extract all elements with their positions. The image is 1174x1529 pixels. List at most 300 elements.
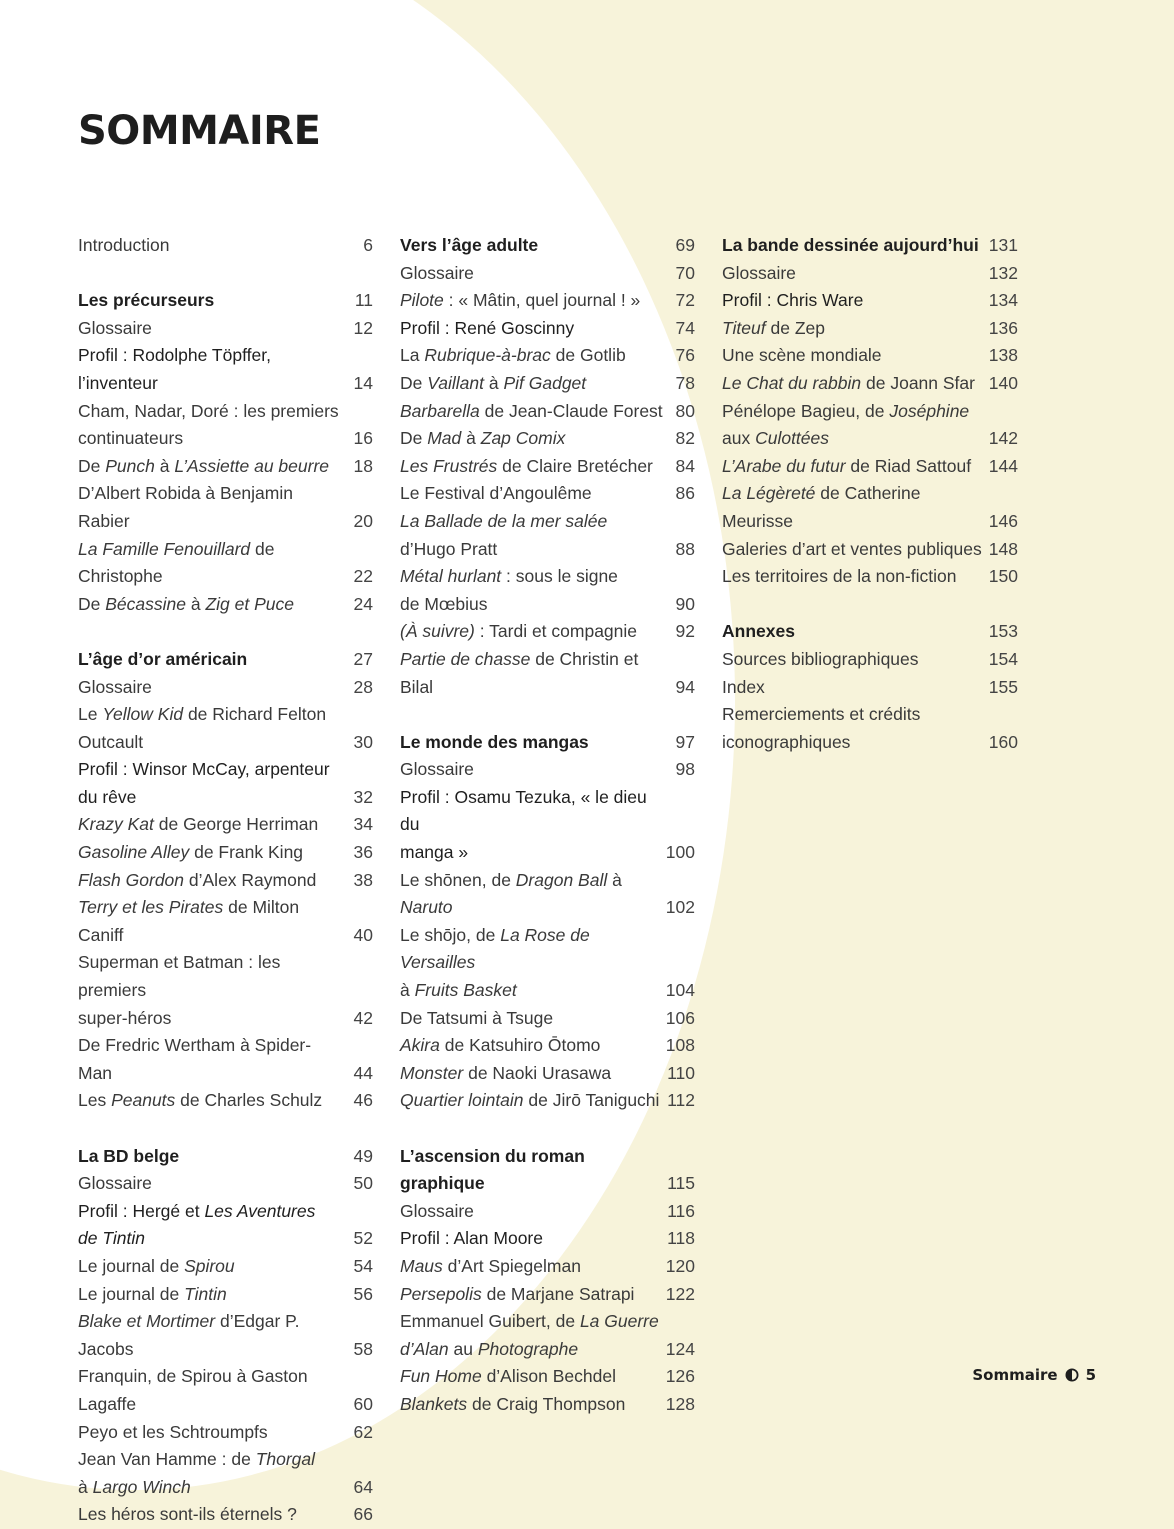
title-fragment: Gasoline Alley [78, 842, 190, 863]
toc-entry-title [400, 287, 671, 315]
toc-entry [78, 1087, 373, 1115]
toc-page-number: 72 [675, 290, 695, 311]
title-fragment: de Milton Caniff [78, 897, 300, 945]
title-fragment: d’Alex Raymond [184, 869, 317, 890]
toc-entry-title [400, 1225, 667, 1253]
toc-entry [400, 425, 695, 453]
toc-entry [400, 370, 695, 398]
title-fragment: Glossaire [78, 317, 152, 338]
toc-entry-title [400, 453, 671, 481]
toc-page-number: 86 [675, 483, 695, 504]
toc-page-number: 44 [353, 1062, 373, 1083]
toc-page-number: 146 [988, 510, 1018, 531]
title-fragment: Les Frustrés [400, 455, 498, 476]
toc-entry [400, 480, 695, 508]
toc-entry-title [400, 1253, 666, 1281]
toc-entry [400, 287, 695, 315]
toc-entry [78, 1005, 373, 1033]
title-fragment: Titeuf [722, 317, 766, 338]
toc-section-heading [78, 646, 373, 674]
toc-entry-title [400, 1336, 666, 1364]
toc-page-number: 50 [353, 1173, 373, 1194]
toc-entry [78, 1501, 373, 1529]
title-fragment: à [607, 869, 622, 890]
toc-entry-title [722, 701, 994, 729]
toc-page-number: 88 [675, 538, 695, 559]
title-fragment: Largo Winch [92, 1476, 191, 1497]
title-fragment: Les territoires de la non-fiction [722, 566, 957, 587]
title-fragment: Barbarella [400, 400, 480, 421]
title-fragment: Pilote [400, 290, 444, 311]
title-fragment: d’Alan [400, 1338, 449, 1359]
title-fragment: Le monde des mangas [400, 731, 589, 752]
toc-page-number: 112 [667, 1090, 695, 1111]
title-fragment: (À suivre) [400, 621, 475, 642]
toc-page-number: 122 [665, 1283, 695, 1304]
toc-entry-title [400, 729, 671, 757]
toc-entry-title [400, 260, 671, 288]
toc-page-number: 58 [353, 1338, 373, 1359]
toc-entry-title [78, 867, 349, 895]
title-fragment: de Jirō Taniguchi [523, 1090, 660, 1111]
toc-entry-title [78, 1225, 349, 1253]
title-fragment: de Richard Felton [183, 704, 327, 725]
toc-entry-title [78, 1253, 349, 1281]
page-footer [972, 1366, 1096, 1384]
title-fragment: La Famille Fenouillard [78, 538, 251, 559]
toc-entry-title [400, 591, 671, 619]
toc-entry-title [722, 480, 989, 535]
toc-entry [400, 1005, 695, 1033]
page-title: SOMMAIRE [78, 108, 321, 154]
toc-entry [722, 701, 1018, 729]
title-fragment: Peanuts [111, 1090, 176, 1111]
title-fragment: à [78, 1476, 93, 1497]
toc-entry [400, 1391, 695, 1419]
toc-entry-title [400, 1391, 666, 1419]
title-fragment: La bande dessinée aujourd’hui [722, 235, 979, 255]
toc-entry-title [400, 1087, 667, 1115]
title-fragment: La Rose de Versailles [400, 924, 590, 973]
toc-entry [78, 839, 373, 867]
toc-entry [78, 1198, 373, 1226]
toc-entry [78, 949, 373, 1004]
title-fragment: de Tintin [78, 1228, 145, 1249]
title-fragment: Quartier lointain [400, 1090, 524, 1111]
title-fragment: du rêve [78, 786, 137, 807]
title-fragment: manga » [400, 842, 469, 863]
footer-label: Sommaire [972, 1366, 1058, 1384]
toc-page-number: 100 [665, 842, 695, 863]
title-fragment: Monster [400, 1062, 464, 1083]
toc-entry [78, 1308, 373, 1363]
toc-entry [78, 1253, 373, 1281]
toc-entry [78, 398, 373, 426]
toc-entry-title [78, 1419, 349, 1447]
toc-entry [722, 453, 1018, 481]
toc-entry [78, 1474, 373, 1502]
title-fragment: Punch [105, 455, 155, 476]
toc-entry [400, 1253, 695, 1281]
toc-entry-title [78, 1087, 349, 1115]
toc-entry [78, 425, 373, 453]
title-fragment: Joséphine [889, 400, 970, 421]
title-fragment: : sous le signe [501, 566, 618, 587]
title-fragment: Galeries d’art et ventes publiques [722, 538, 982, 559]
title-fragment: de George Herriman [153, 814, 319, 835]
toc-entry-title [78, 536, 349, 591]
toc-entry-title [78, 811, 349, 839]
title-fragment: Glossaire [722, 262, 796, 283]
toc-page-number: 66 [353, 1504, 373, 1525]
toc-entry-title [400, 618, 671, 646]
title-fragment: Le shōjo, de [400, 924, 501, 945]
toc-entry-title [400, 756, 671, 784]
toc-page-number: 160 [988, 731, 1018, 752]
toc-entry-title [400, 480, 671, 508]
toc-entry [400, 1087, 695, 1115]
toc-entry [400, 1032, 695, 1060]
toc-entry-title [722, 260, 989, 288]
toc-entry [78, 811, 373, 839]
toc-page-number: 120 [665, 1255, 695, 1276]
title-fragment: De Fredric Wertham à Spider-Man [78, 1035, 312, 1083]
toc-entry [400, 563, 695, 591]
title-fragment: à [461, 428, 481, 449]
toc-entry [400, 1336, 695, 1364]
toc-entry-title [400, 1363, 666, 1391]
toc-entry [400, 260, 695, 288]
toc-entry [78, 1446, 373, 1474]
toc-entry [400, 784, 695, 839]
title-fragment: Glossaire [78, 676, 152, 697]
title-fragment: Pif Gadget [503, 372, 587, 393]
toc-page-number: 38 [353, 869, 373, 890]
title-fragment: Vers l’âge adulte [400, 235, 539, 255]
toc-entry [78, 315, 373, 343]
toc-page-number: 6 [363, 235, 373, 255]
title-fragment: Glossaire [78, 1173, 152, 1194]
toc-entry-title [400, 1060, 667, 1088]
toc-entry-title [722, 342, 989, 370]
toc-entry-title [400, 839, 666, 867]
toc-entry [400, 398, 695, 426]
toc-column-2 [400, 232, 695, 1419]
toc-entry [78, 784, 373, 812]
toc-entry-title [78, 1281, 349, 1309]
toc-page-number: 128 [665, 1393, 695, 1414]
toc-page-number: 56 [353, 1283, 373, 1304]
title-fragment: Dragon Ball [515, 869, 608, 890]
toc-page-number: 14 [353, 372, 373, 393]
toc-entry [400, 342, 695, 370]
title-fragment: Thorgal [255, 1449, 316, 1470]
toc-entry [78, 701, 373, 729]
toc-entry [78, 1032, 373, 1087]
title-fragment: Terry et les Pirates [78, 897, 224, 918]
toc-page-number: 144 [988, 455, 1018, 476]
toc-entry-title [400, 232, 671, 260]
title-fragment: Partie de chasse [400, 648, 531, 669]
toc-entry-title [722, 563, 989, 591]
toc-entry [722, 342, 1018, 370]
toc-entry [722, 425, 1018, 453]
toc-entry-title [400, 315, 671, 343]
title-fragment: de Frank King [189, 842, 304, 863]
toc-entry-title [722, 315, 989, 343]
toc-page-number: 115 [667, 1173, 695, 1194]
title-fragment: Zap Comix [480, 428, 566, 449]
toc-page-number: 30 [353, 731, 373, 752]
toc-entry-title [722, 398, 994, 426]
title-fragment: de Mœbius [400, 593, 488, 614]
title-fragment: : Tardi et compagnie [474, 621, 638, 642]
title-fragment: Glossaire [400, 759, 474, 780]
toc-page-number: 155 [988, 676, 1018, 697]
toc-page-number: 94 [675, 676, 695, 697]
toc-entry-title [78, 701, 349, 729]
title-fragment: Cham, Nadar, Doré : les premiers [78, 400, 339, 421]
toc-entry [400, 1281, 695, 1309]
toc-entry [400, 1308, 695, 1336]
title-fragment: La Légèreté [722, 483, 816, 504]
title-fragment: Maus [400, 1255, 443, 1276]
title-fragment: Profil : Chris Ware [722, 290, 864, 311]
toc-entry-title [78, 1308, 349, 1363]
title-fragment: Blake et Mortimer [78, 1311, 216, 1332]
toc-section-heading [78, 287, 373, 315]
toc-page-number: 140 [988, 372, 1018, 393]
toc-page-number: 92 [675, 621, 695, 642]
toc-section-heading [400, 232, 695, 260]
toc-page-number: 54 [353, 1255, 373, 1276]
toc-column-1 [78, 232, 373, 1529]
toc-entry [722, 674, 1018, 702]
toc-page-number: 153 [988, 621, 1018, 642]
title-fragment: L’Arabe du futur [722, 455, 846, 476]
toc-page-number: 138 [988, 345, 1018, 366]
title-fragment: de Claire Bretécher [497, 455, 653, 476]
toc-entry-title [722, 425, 989, 453]
toc-page-number: 104 [665, 980, 695, 1001]
title-fragment: Le journal de [78, 1255, 185, 1276]
title-fragment: L’ascension du roman graphique [400, 1145, 585, 1194]
toc-column-3 [722, 232, 1018, 756]
title-fragment: Superman et Batman : les premiers [78, 952, 281, 1001]
toc-entry [722, 646, 1018, 674]
title-fragment: L’âge d’or américain [78, 648, 248, 669]
toc-page-number: 126 [665, 1366, 695, 1387]
toc-page-number: 98 [675, 759, 695, 780]
toc-page-number: 12 [353, 317, 373, 338]
section-spacer [722, 591, 1018, 619]
title-fragment: Rubrique-à-brac [424, 345, 551, 366]
toc-entry-title [400, 370, 671, 398]
toc-entry-title [78, 425, 349, 453]
title-fragment: Yellow Kid [102, 704, 184, 725]
toc-entry [400, 591, 695, 619]
toc-entry-title [78, 839, 349, 867]
toc-page-number: 32 [353, 786, 373, 807]
toc-entry-title [400, 536, 671, 564]
toc-entry [78, 453, 373, 481]
toc-page-number: 16 [353, 428, 373, 449]
toc-entry-title [78, 342, 349, 397]
title-fragment: de Marjane Satrapi [481, 1283, 635, 1304]
title-fragment: Les Aventures [204, 1200, 316, 1221]
toc-entry-title [78, 674, 349, 702]
toc-entry [400, 1060, 695, 1088]
toc-page-number: 84 [675, 455, 695, 476]
toc-page-number: 62 [353, 1421, 373, 1442]
toc-page-number: 24 [353, 593, 373, 614]
title-fragment: Peyo et les Schtroumpfs [78, 1421, 268, 1442]
toc-entry [400, 839, 695, 867]
toc-entry-title [78, 1005, 349, 1033]
toc-entry [78, 674, 373, 702]
toc-page-number: 110 [667, 1062, 695, 1083]
title-fragment: de Charles Schulz [175, 1090, 323, 1111]
toc-page-number: 108 [665, 1035, 695, 1056]
toc-page-number: 64 [353, 1476, 373, 1497]
title-fragment: d’Edgar P. Jacobs [78, 1311, 300, 1359]
toc-entry-title [78, 480, 349, 535]
toc-entry-title [722, 618, 989, 646]
toc-page-number: 22 [353, 566, 373, 587]
section-spacer [400, 1115, 695, 1143]
toc-entry [400, 1198, 695, 1226]
toc-entry-title [400, 922, 671, 977]
title-fragment: Photographe [477, 1338, 579, 1359]
toc-page-number: 18 [353, 455, 373, 476]
toc-page-number: 150 [988, 566, 1018, 587]
toc-page-number: 142 [988, 428, 1018, 449]
title-fragment: Tintin [184, 1283, 227, 1304]
toc-entry-title [78, 646, 349, 674]
toc-entry-title [78, 756, 349, 784]
toc-entry [78, 867, 373, 895]
title-fragment: Jean Van Hamme : de [78, 1449, 256, 1470]
title-fragment: Le Festival d’Angoulême [400, 483, 592, 504]
title-fragment: L’Assiette au beurre [174, 455, 330, 476]
toc-page-number: 78 [675, 372, 695, 393]
toc-page-number: 60 [353, 1393, 373, 1414]
title-fragment: Zig et Puce [205, 593, 294, 614]
toc-entry [400, 1363, 695, 1391]
toc-entry-title [400, 1032, 666, 1060]
toc-page-number: 90 [675, 593, 695, 614]
title-fragment: Glossaire [400, 1200, 474, 1221]
title-fragment: La [400, 345, 425, 366]
toc-page-number: 49 [353, 1145, 373, 1166]
section-spacer [78, 260, 373, 288]
toc-entry [400, 922, 695, 977]
toc-entry-title [78, 398, 349, 426]
title-fragment: Le Chat du rabbin [722, 372, 862, 393]
toc-entry [78, 1419, 373, 1447]
title-fragment: de Naoki Urasawa [463, 1062, 612, 1083]
toc-page-number: 27 [353, 648, 373, 669]
title-fragment: Culottées [755, 428, 830, 449]
section-spacer [78, 618, 373, 646]
title-fragment: Le [78, 704, 103, 725]
toc-entry-title [400, 508, 671, 536]
toc-page-number: 70 [675, 262, 695, 283]
toc-entry-title [78, 1501, 349, 1529]
title-fragment: de Catherine Meurisse [722, 483, 921, 531]
toc-entry [400, 618, 695, 646]
toc-page-number: 131 [988, 235, 1018, 255]
title-fragment: Les [78, 1090, 112, 1111]
toc-entry-title [78, 1198, 349, 1226]
title-fragment: d’Hugo Pratt [400, 538, 498, 559]
toc-entry-title [722, 536, 989, 564]
title-fragment: à [483, 372, 504, 393]
title-fragment: Sources bibliographiques [722, 648, 919, 669]
toc-entry [400, 508, 695, 536]
toc-entry-title [78, 894, 349, 949]
toc-entry [722, 563, 1018, 591]
title-fragment: Profil : René Goscinny [400, 317, 575, 338]
toc-entry-title [722, 674, 989, 702]
toc-section-heading [400, 729, 695, 757]
title-fragment: : « Mâtin, quel journal ! » [443, 290, 641, 311]
toc-page-number: 76 [675, 345, 695, 366]
section-spacer [78, 1115, 373, 1143]
toc-entry-title [400, 1281, 666, 1309]
toc-section-heading [78, 1143, 373, 1171]
toc-entry-title [722, 729, 989, 757]
title-fragment: Vaillant [427, 372, 484, 393]
title-fragment: Le shōnen, de [400, 869, 516, 890]
toc-page-number: 46 [353, 1090, 373, 1111]
toc-entry [78, 729, 373, 757]
toc-entry-title [722, 370, 989, 398]
toc-entry [78, 342, 373, 397]
toc-section-heading [722, 232, 1018, 260]
toc-page-number: 132 [988, 262, 1018, 283]
title-fragment: De [400, 428, 428, 449]
toc-entry-title [400, 425, 671, 453]
toc-entry-title [78, 949, 349, 1004]
title-fragment: La BD belge [78, 1145, 180, 1166]
toc-entry-title [78, 315, 349, 343]
title-fragment: Fun Home [400, 1366, 482, 1387]
toc-page-number: 124 [665, 1338, 695, 1359]
toc-entry [78, 232, 373, 260]
toc-entry-title [400, 977, 666, 1005]
toc-entry-title [400, 1143, 667, 1198]
toc-page-number: 36 [353, 842, 373, 863]
toc-page-number: 11 [354, 290, 373, 311]
title-fragment: Bécassine [105, 593, 186, 614]
toc-entry [722, 370, 1018, 398]
title-fragment: De [78, 455, 106, 476]
title-fragment: Persepolis [400, 1283, 482, 1304]
title-fragment: continuateurs [78, 428, 184, 449]
title-fragment: Les héros sont-ils éternels ? [78, 1504, 297, 1525]
toc-entry [78, 894, 373, 949]
toc-entry-title [78, 591, 349, 619]
title-fragment: Spirou [184, 1255, 235, 1276]
title-fragment: Glossaire [400, 262, 474, 283]
toc-page-number: 74 [675, 317, 695, 338]
toc-entry [78, 591, 373, 619]
toc-page-number: 97 [675, 731, 695, 752]
title-fragment: Annexes [722, 621, 795, 642]
toc-entry [400, 1225, 695, 1253]
title-fragment: Index [722, 676, 765, 697]
